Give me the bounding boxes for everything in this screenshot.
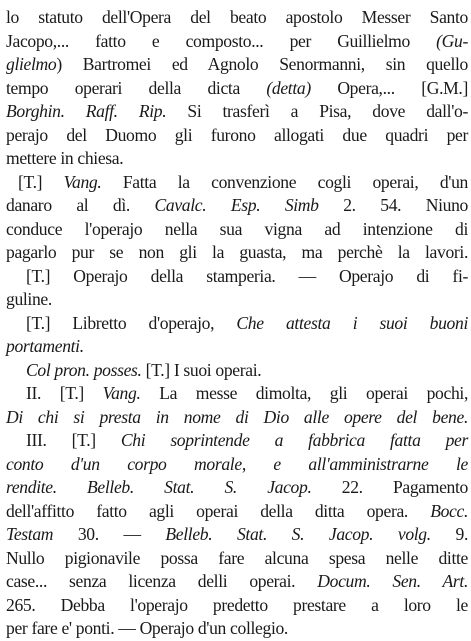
text-segment: mettere in chiesa. [6,148,124,168]
text-segment: [T.] Libretto d'operajo, [26,312,237,333]
text-line [6,617,468,641]
text-segment: danaro al dì. [6,195,155,215]
italic-text: Chi soprintende a fabbrica fatta per [120,430,468,450]
text-segment: ) Bartromei ed Agnolo Senormanni, sin quello [56,54,468,74]
text-line [6,382,468,406]
italic-text: Vang. [102,383,141,403]
text-line [6,100,468,124]
text-segment: 265. Debba l'operajo predetto prestare a loro le [6,594,468,615]
text-line [6,570,468,594]
text-line [6,476,468,500]
text-segment: lo statuto dell'Opera del beato apostolo Messer Santo [6,7,468,27]
italic-text: Testam [6,524,54,544]
text-segment: III. [T.] [26,430,121,450]
text-segment: Opera,... [G.M.] [310,77,468,98]
text-segment: tempo operari della dicta [6,77,267,98]
italic-text: Cavalc. Esp. Simb [154,195,319,215]
text-line [6,171,468,195]
text-line [6,453,468,477]
text-segment: II. [T.] [26,383,103,403]
italic-text: e all'amministrarne le [273,453,468,474]
text-line [6,218,468,242]
text-segment: 9. [430,524,468,544]
italic-text: (Gu- [436,30,468,51]
text-line [6,77,468,101]
italic-text: Che attesta i suoi buoni [236,312,468,333]
text-segment: Fatta la convenzione cogli operai, d'un [101,171,468,192]
text-line [6,312,468,336]
italic-text: Col pron. posses. [26,359,142,380]
text-line [6,594,468,618]
text-line [6,288,468,312]
italic-text: Docum. Sen. Art. [317,571,468,591]
text-segment: [T.] Operajo della stamperia. — Operajo di fi- [26,265,468,286]
text-segment: per fare e' ponti. — Operajo d'un collegio. [6,618,288,638]
italic-text: Bocc. [430,500,468,521]
text-line [6,6,468,30]
text-segment: La messe dimolta, gli operai pochi, [140,383,468,403]
text-line [6,265,468,289]
italic-text: glielmo [6,54,57,74]
text-segment: Nullo pigionavile possa fare alcuna spesa nelle ditte [6,547,468,568]
text-segment: [T.] I suoi operai. [141,359,262,380]
italic-text: Belleb. Stat. S. Jacop. volg. [165,524,431,544]
text-segment: pagarlo pur se non gli la guasta, ma perchè la lavori. [6,242,468,262]
text-line [6,53,468,77]
text-segment: perajo del Duomo gli furono allogati due quadri per [6,124,468,145]
italic-text: Di chi si presta in nome di Dio alle opere del bene. [6,406,468,427]
text-segment: guline. [6,289,52,309]
italic-text: conto d'un corpo morale [6,453,242,474]
text-line [6,406,468,430]
italic-text: portamenti. [6,336,84,356]
italic-text: (detta) [266,77,311,98]
text-segment: 30. — [53,524,166,544]
text-segment: case... senza licenza delli operai. [6,571,318,591]
text-line [6,523,468,547]
text-segment: conduce l'operajo nella sua vigna ad intenzione di [6,218,468,239]
text-segment: 2. 54. Niuno [318,195,469,215]
text-line [6,500,468,524]
text-segment: Jacopo,... fatto e composto... per Guillielmo [6,30,437,51]
text-line [6,147,468,171]
text-line [6,547,468,571]
text-segment: Si trasferì a Pisa, dove dall'o- [166,101,468,121]
text-line [6,335,468,359]
text-segment: [T.] [18,171,64,192]
dictionary-page [6,6,468,641]
text-line [6,241,468,265]
text-segment: dell'affitto fatto agli operai della ditta opera. [6,500,431,521]
italic-text: Borghin. Raff. Rip. [6,101,167,121]
italic-text: Vang. [63,171,102,192]
text-line [6,429,468,453]
text-line [6,30,468,54]
italic-text: rendite. Belleb. Stat. S. Jacop. [6,477,312,497]
text-segment: , [241,453,274,474]
text-line [6,194,468,218]
text-line [6,359,468,383]
text-line [6,124,468,148]
text-segment: 22. Pagamento [311,477,468,497]
